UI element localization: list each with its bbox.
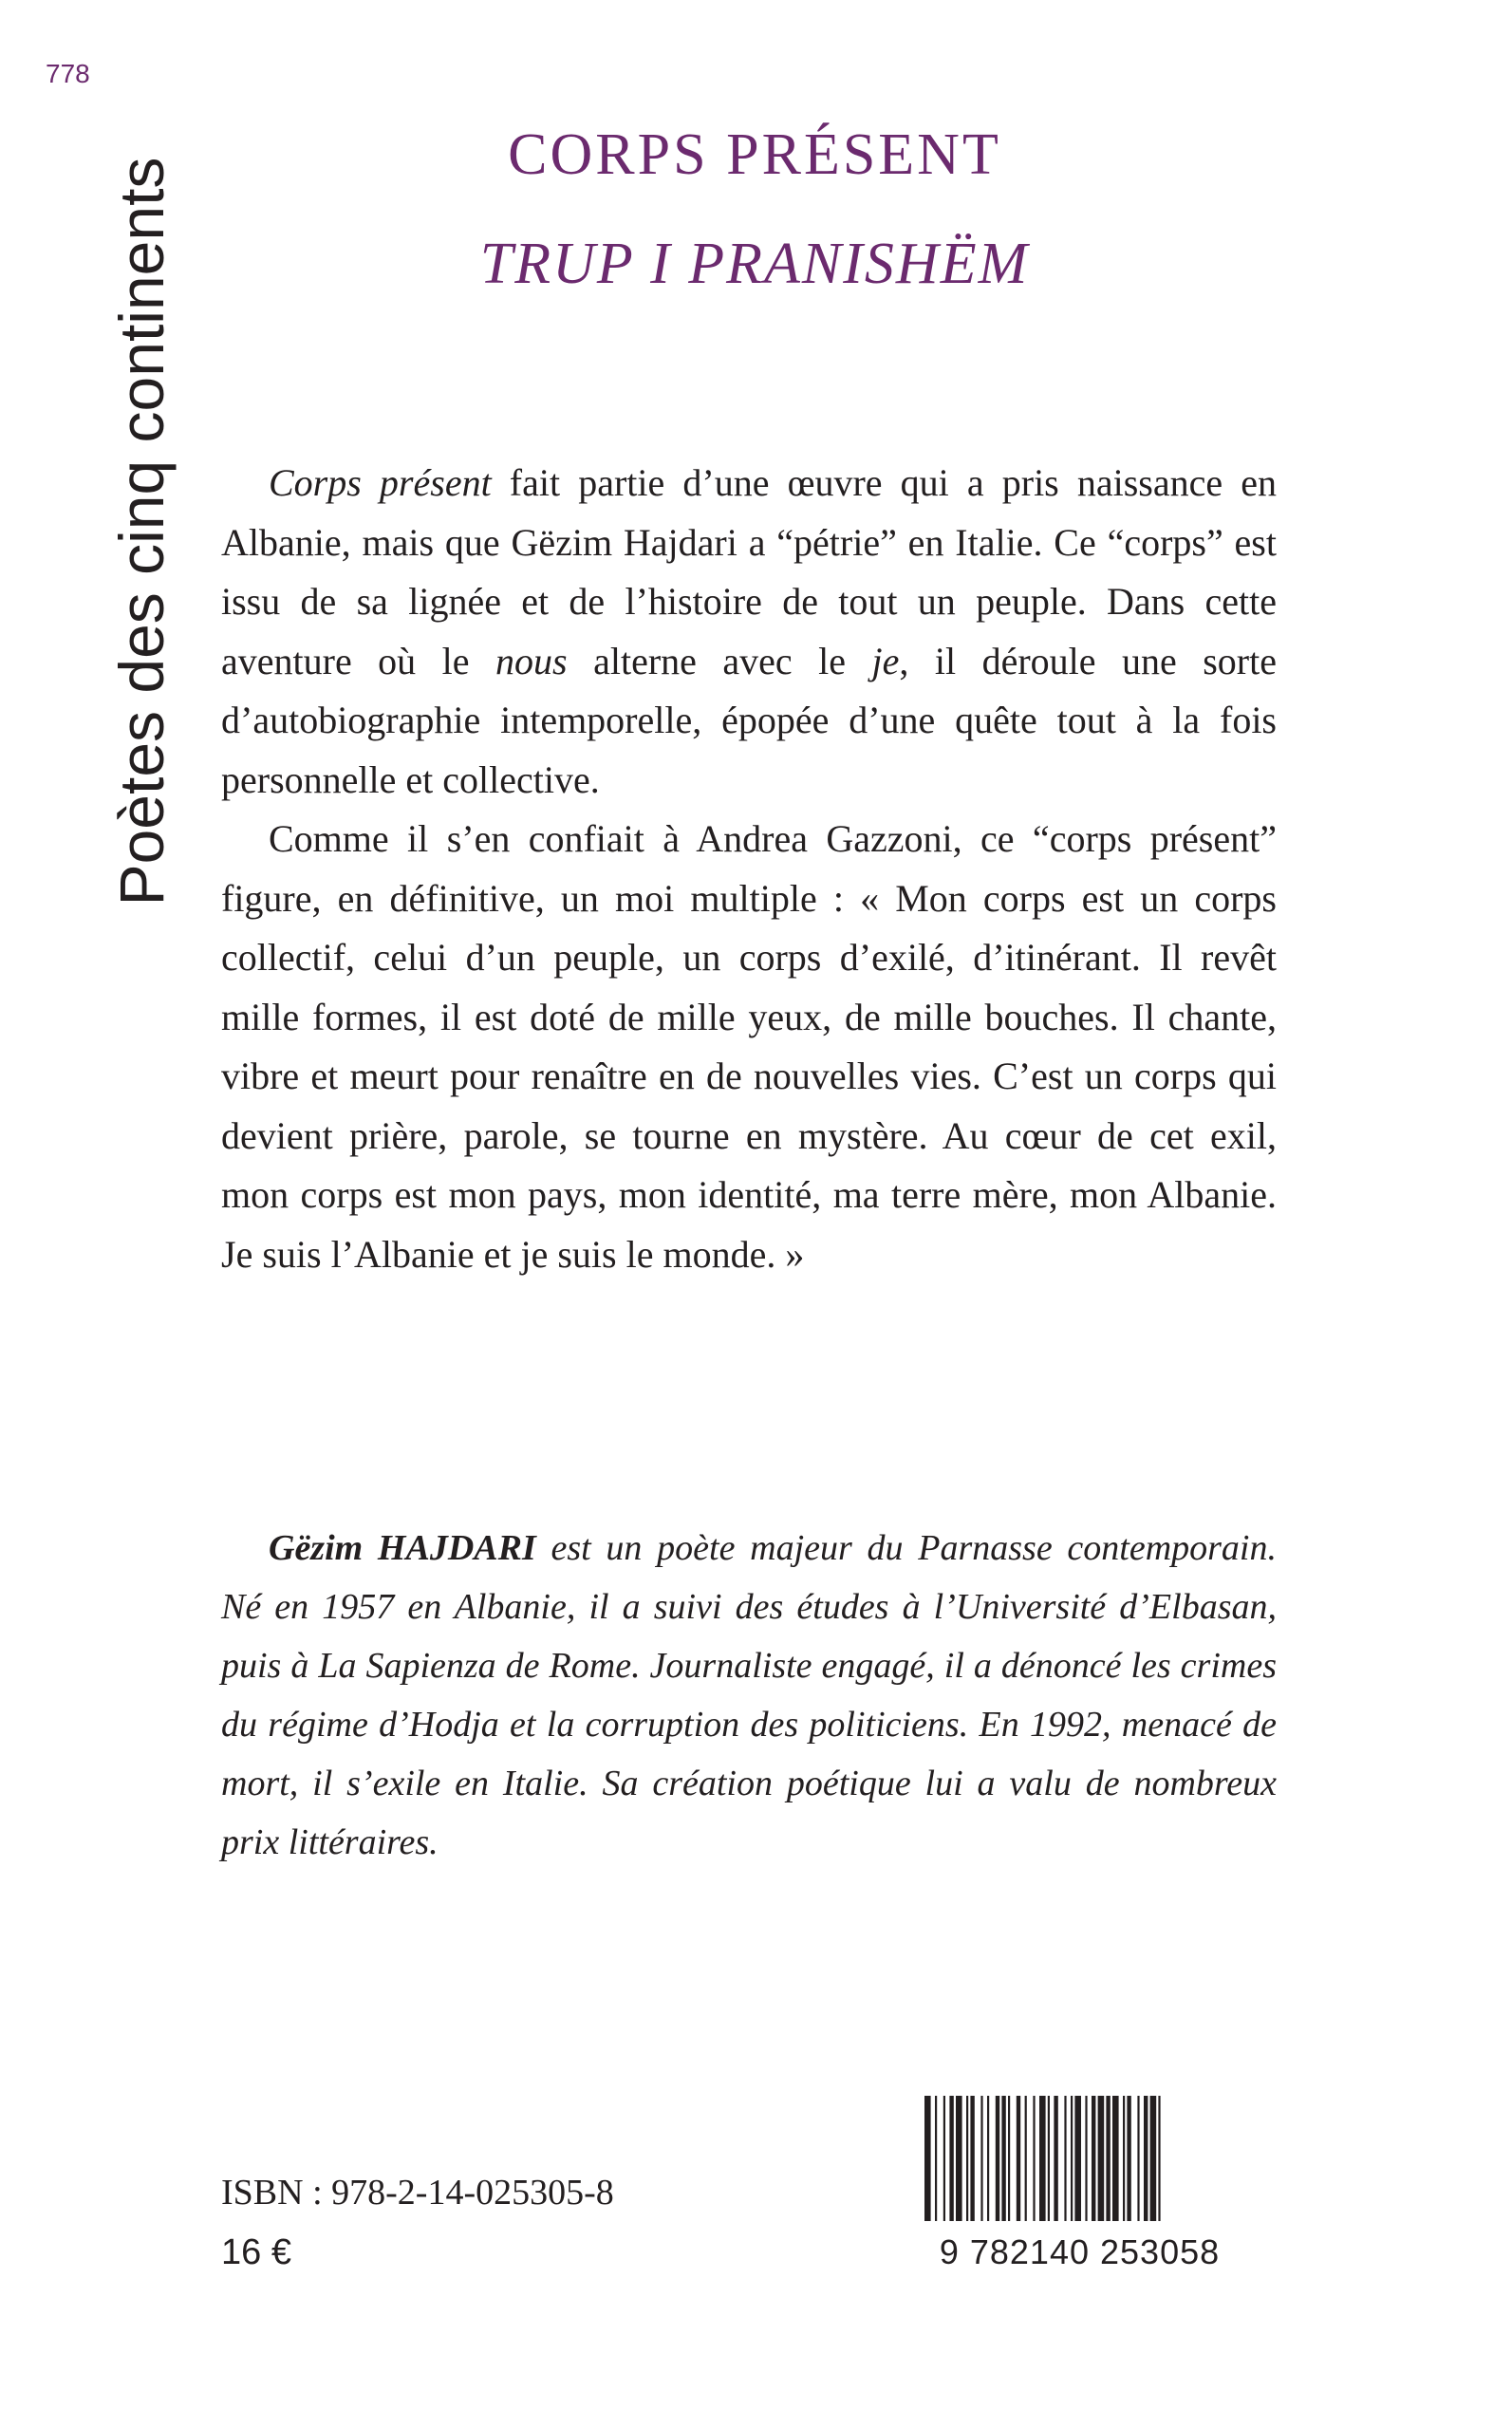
- barcode-bar: [956, 2096, 962, 2221]
- barcode-bar: [987, 2096, 989, 2221]
- barcode-bar: [1048, 2096, 1050, 2221]
- barcode-bar: [1144, 2096, 1148, 2221]
- blurb: [221, 454, 1277, 1284]
- barcode-bar: [1001, 2096, 1005, 2221]
- barcode-bar: [1112, 2096, 1119, 2221]
- barcode-bar: [1098, 2096, 1105, 2221]
- barcode-bar: [1158, 2096, 1160, 2221]
- series-name: Poètes des cinq continents: [106, 157, 177, 906]
- barcode-bar: [1008, 2096, 1010, 2221]
- barcode-bar: [1064, 2096, 1066, 2221]
- blurb-text: fait partie d’une œuvre qui a pris naissance en Albanie, mais que Gëzim Hajdari a “pétrie” en Italie. Ce “corps” est issu de sa lignée et de l’histoire de tout un peuple. Dans cette aventure où le: [221, 461, 1277, 682]
- barcode-bar: [966, 2096, 968, 2221]
- barcode-bar: [1074, 2096, 1081, 2221]
- author-bio: [221, 1519, 1277, 1872]
- barcode-bar: [996, 2096, 999, 2221]
- price: 16 €: [221, 2232, 291, 2272]
- barcode-digits: 9 782140 253058: [939, 2232, 1221, 2271]
- series-number: 778: [46, 59, 90, 88]
- barcode-bar: [1033, 2096, 1035, 2221]
- blurb-text: , il déroule une sorte d’autobiographie intemporelle, épopée d’une quête tout à la fois personnelle et collective.: [221, 639, 1277, 801]
- barcode-bar: [949, 2096, 953, 2221]
- isbn: ISBN : 978-2-14-025305-8: [221, 2173, 614, 2213]
- barcode-bar: [1039, 2096, 1046, 2221]
- blurb-text: alterne avec le: [567, 639, 872, 682]
- barcode-bar: [1054, 2096, 1057, 2221]
- barcode-bar: [1092, 2096, 1095, 2221]
- blurb-book-title: Corps présent: [269, 461, 492, 504]
- title-french: CORPS PRÉSENT: [508, 122, 1001, 187]
- barcode-bar: [935, 2096, 937, 2221]
- barcode-bar: [943, 2096, 945, 2221]
- title-albanian: TRUP I PRANISHËM: [479, 232, 1030, 296]
- author-bio-paragraph: [221, 1519, 1277, 1872]
- barcode-bar: [980, 2096, 982, 2221]
- blurb-paragraph-1: [221, 454, 1277, 810]
- barcode-bar: [1137, 2096, 1139, 2221]
- blurb-paragraph-2: Comme il s’en confiait à Andrea Gazzoni, ce “corps présent” figure, en définitive, un moi multiple : « Mon corps est un corps collectif, celui d’un peuple, un corps d’exilé, d’itinérant. Il revêt mille formes, il est doté de mille yeux, de mille bouches. Il chante, vibre et meurt pour renaître en de nouvelles vies. C’est un corps qui devient prière, parole, se tourne en mystère. Au cœur de cet exil, mon corps est mon pays, mon identité, ma terre mère, mon Albanie. Je suis l’Albanie et je suis le monde. »: [221, 817, 1277, 1276]
- author-bio-text: est un poète majeur du Parnasse contemporain. Né en 1957 en Albanie, il a suivi des études à l’Université d’Elbasan, puis à La Sapienza de Rome. Journaliste engagé, il a dénoncé les crimes du régime d’Hodja et la corruption des politiciens. En 1992, menacé de mort, il s’exile en Italie. Sa création poétique lui a valu de nombreux prix littéraires.: [221, 1528, 1277, 1862]
- barcode-bar: [1017, 2096, 1020, 2221]
- author-name: Gëzim HAJDARI: [269, 1528, 536, 1568]
- barcode-bar: [1150, 2096, 1157, 2221]
- blurb-emphasis: je: [871, 639, 900, 682]
- barcode-bar: [1127, 2096, 1130, 2221]
- barcode-bar: [970, 2096, 974, 2221]
- barcode-bar: [1106, 2096, 1110, 2221]
- barcode-bar: [924, 2096, 931, 2221]
- barcode-bar: [1123, 2096, 1125, 2221]
- barcode-bar: [1071, 2096, 1073, 2221]
- barcode-bar: [1085, 2096, 1087, 2221]
- blurb-emphasis: nous: [495, 639, 568, 682]
- barcode-bar: [1025, 2096, 1027, 2221]
